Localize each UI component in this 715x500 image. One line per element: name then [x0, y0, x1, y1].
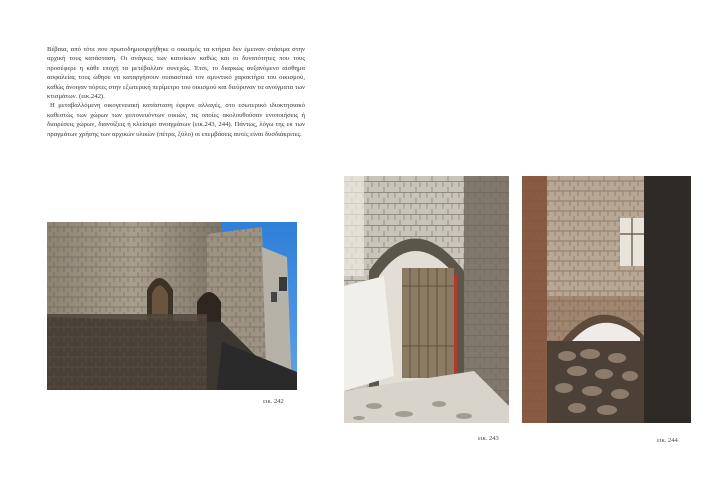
- paragraph-2: Η μεταβαλλόμενη οικογενειακή κατάσταση έφερνε αλλαγές, στο εσωτερικό ιδιοκτησιακό καθεστώς των χώρων των γειτονευόντων οικιών, τις οποίες ακολουθούσαν ενοποιήσεις ή διαιρέσεις χώρων, διανοίξεις ή κλείσιμο ανοιγμάτων (εικ.243, 244). Πάντως, λόγω της εκ των πραγμάτων χρήσης των αρχικών υλικών (πέτρα, ξύλο) οι επεμβάσεις αυτές είναι δυσδιάκριτες.: [47, 102, 305, 138]
- figure-243-photo: [344, 176, 509, 423]
- paragraph-1: Βέβαια, από τότε που πρωτοδημιουργήθηκε ο οικισμός τα κτήρια δεν έμειναν στάσιμα στην αρχική τους κατάσταση. Οι ανάγκες των κατοίκων καθώς και οι δυνατότητες που τους προσέφερε η κάθε εποχή τα μετέβαλλαν συνεχώς. Έτσι, το διαρκώς αυξανόμενο αίσθημα ασφαλείας τους ώθησε να καταργήσουν ουσιαστικά τον αμυντικό χαρακτήρα του οικισμού, καθώς άνοιγαν πόρτες στην εξωτερική περίμετρο του οικισμού και διεύρυναν τα ανοίγματα των κτισμάτων. (εικ.242).: [47, 46, 305, 101]
- body-text: [47, 45, 305, 139]
- figure-242-caption: εικ. 242: [263, 398, 284, 405]
- figure-242-photo: [47, 222, 297, 390]
- figure-243-caption: εικ. 243: [478, 435, 499, 442]
- figure-244-caption: εικ. 244: [657, 437, 678, 444]
- figure-244-photo: [522, 176, 691, 423]
